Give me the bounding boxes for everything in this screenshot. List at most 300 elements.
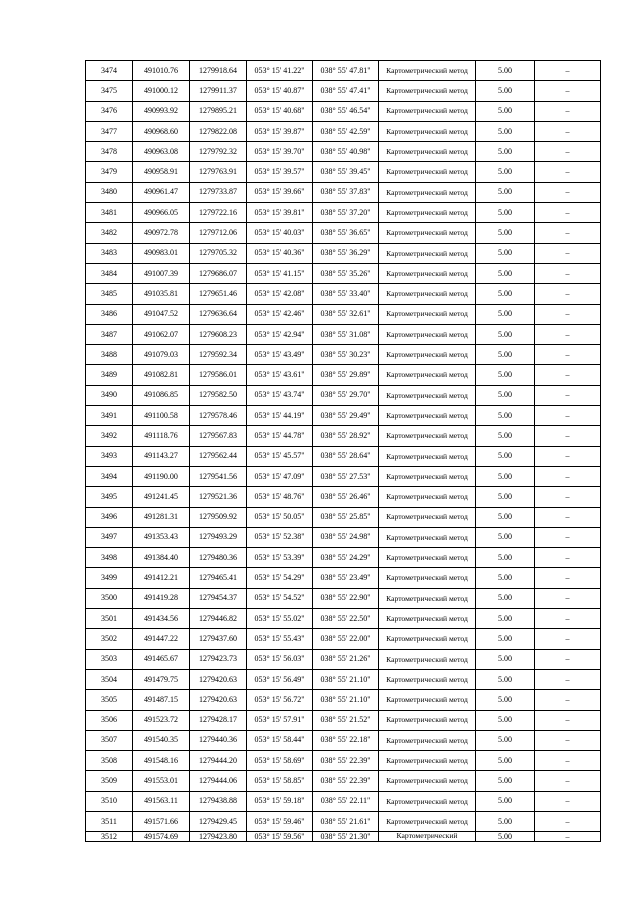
table-row: [86, 304, 601, 324]
coord-y-cell: 1279437.60: [190, 629, 247, 649]
point-number-cell: 3498: [86, 548, 133, 568]
latitude-cell: 053° 15' 58.44": [247, 730, 313, 750]
latitude-cell: 053° 15' 58.85": [247, 771, 313, 791]
method-cell: Картометрический метод: [379, 365, 476, 385]
coordinates-table: [85, 60, 601, 842]
method-cell: Картометрический метод: [379, 507, 476, 527]
longitude-cell: 038° 55' 42.59": [313, 121, 379, 141]
coord-x-cell: 490993.92: [133, 101, 190, 121]
point-number-cell: 3512: [86, 832, 133, 842]
longitude-cell: 038° 55' 22.11": [313, 791, 379, 811]
accuracy-cell: 5.00: [476, 385, 535, 405]
coord-y-cell: 1279423.73: [190, 649, 247, 669]
coord-y-cell: 1279444.06: [190, 771, 247, 791]
note-cell: –: [535, 791, 601, 811]
note-cell: –: [535, 324, 601, 344]
latitude-cell: 053° 15' 39.81": [247, 203, 313, 223]
method-cell: Картометрический метод: [379, 771, 476, 791]
latitude-cell: 053° 15' 59.56": [247, 832, 313, 842]
accuracy-cell: 5.00: [476, 690, 535, 710]
longitude-cell: 038° 55' 26.46": [313, 487, 379, 507]
coord-y-cell: 1279578.46: [190, 406, 247, 426]
method-cell: Картометрический метод: [379, 811, 476, 831]
method-cell: Картометрический: [379, 832, 476, 842]
table-row: [86, 121, 601, 141]
point-number-cell: 3499: [86, 568, 133, 588]
coord-y-cell: 1279420.63: [190, 669, 247, 689]
method-cell: Картометрический метод: [379, 263, 476, 283]
coord-y-cell: 1279438.88: [190, 791, 247, 811]
longitude-cell: 038° 55' 29.49": [313, 406, 379, 426]
note-cell: –: [535, 101, 601, 121]
table-row: [86, 345, 601, 365]
latitude-cell: 053° 15' 45.57": [247, 446, 313, 466]
table-row: [86, 710, 601, 730]
coord-x-cell: 491384.40: [133, 548, 190, 568]
longitude-cell: 038° 55' 33.40": [313, 284, 379, 304]
method-cell: Картометрический метод: [379, 162, 476, 182]
point-number-cell: 3476: [86, 101, 133, 121]
coord-y-cell: 1279636.64: [190, 304, 247, 324]
latitude-cell: 053° 15' 59.18": [247, 791, 313, 811]
latitude-cell: 053° 15' 59.46": [247, 811, 313, 831]
coord-x-cell: 491000.12: [133, 81, 190, 101]
accuracy-cell: 5.00: [476, 365, 535, 385]
method-cell: Картометрический метод: [379, 61, 476, 81]
longitude-cell: 038° 55' 47.81": [313, 61, 379, 81]
latitude-cell: 053° 15' 40.03": [247, 223, 313, 243]
coord-x-cell: 491523.72: [133, 710, 190, 730]
accuracy-cell: 5.00: [476, 811, 535, 831]
table-row: [86, 751, 601, 771]
latitude-cell: 053° 15' 57.91": [247, 710, 313, 730]
latitude-cell: 053° 15' 42.08": [247, 284, 313, 304]
latitude-cell: 053° 15' 43.74": [247, 385, 313, 405]
method-cell: Картометрический метод: [379, 791, 476, 811]
coord-y-cell: 1279733.87: [190, 182, 247, 202]
longitude-cell: 038° 55' 31.08": [313, 324, 379, 344]
point-number-cell: 3504: [86, 669, 133, 689]
note-cell: –: [535, 588, 601, 608]
point-number-cell: 3488: [86, 345, 133, 365]
longitude-cell: 038° 55' 40.98": [313, 142, 379, 162]
table-row: [86, 61, 601, 81]
table-row: [86, 81, 601, 101]
accuracy-cell: 5.00: [476, 832, 535, 842]
longitude-cell: 038° 55' 22.90": [313, 588, 379, 608]
accuracy-cell: 5.00: [476, 223, 535, 243]
longitude-cell: 038° 55' 35.26": [313, 263, 379, 283]
point-number-cell: 3496: [86, 507, 133, 527]
coord-y-cell: 1279493.29: [190, 527, 247, 547]
point-number-cell: 3482: [86, 223, 133, 243]
longitude-cell: 038° 55' 25.85": [313, 507, 379, 527]
coord-y-cell: 1279792.32: [190, 142, 247, 162]
point-number-cell: 3487: [86, 324, 133, 344]
note-cell: –: [535, 142, 601, 162]
coord-x-cell: 491571.66: [133, 811, 190, 831]
table-row: [86, 466, 601, 486]
accuracy-cell: 5.00: [476, 568, 535, 588]
longitude-cell: 038° 55' 27.53": [313, 466, 379, 486]
coord-x-cell: 491412.21: [133, 568, 190, 588]
latitude-cell: 053° 15' 43.61": [247, 365, 313, 385]
coord-y-cell: 1279440.36: [190, 730, 247, 750]
accuracy-cell: 5.00: [476, 751, 535, 771]
latitude-cell: 053° 15' 39.70": [247, 142, 313, 162]
table-row: [86, 771, 601, 791]
coord-y-cell: 1279480.36: [190, 548, 247, 568]
table-row: [86, 101, 601, 121]
method-cell: Картометрический метод: [379, 548, 476, 568]
note-cell: –: [535, 548, 601, 568]
latitude-cell: 053° 15' 55.02": [247, 609, 313, 629]
coord-x-cell: 491574.69: [133, 832, 190, 842]
point-number-cell: 3507: [86, 730, 133, 750]
note-cell: –: [535, 832, 601, 842]
latitude-cell: 053° 15' 50.05": [247, 507, 313, 527]
table-row: [86, 568, 601, 588]
table-row: [86, 162, 601, 182]
coord-y-cell: 1279428.17: [190, 710, 247, 730]
accuracy-cell: 5.00: [476, 669, 535, 689]
accuracy-cell: 5.00: [476, 710, 535, 730]
coord-y-cell: 1279586.01: [190, 365, 247, 385]
accuracy-cell: 5.00: [476, 588, 535, 608]
table-row: [86, 730, 601, 750]
coord-x-cell: 491079.03: [133, 345, 190, 365]
point-number-cell: 3502: [86, 629, 133, 649]
longitude-cell: 038° 55' 21.30": [313, 832, 379, 842]
coord-x-cell: 491010.76: [133, 61, 190, 81]
coord-y-cell: 1279567.83: [190, 426, 247, 446]
point-number-cell: 3491: [86, 406, 133, 426]
point-number-cell: 3501: [86, 609, 133, 629]
coord-y-cell: 1279444.20: [190, 751, 247, 771]
coord-x-cell: 491434.56: [133, 609, 190, 629]
method-cell: Картометрический метод: [379, 527, 476, 547]
table-row: [86, 791, 601, 811]
note-cell: –: [535, 507, 601, 527]
coord-x-cell: 491563.11: [133, 791, 190, 811]
method-cell: Картометрический метод: [379, 284, 476, 304]
coord-y-cell: 1279918.64: [190, 61, 247, 81]
coord-y-cell: 1279651.46: [190, 284, 247, 304]
method-cell: Картометрический метод: [379, 751, 476, 771]
coord-y-cell: 1279895.21: [190, 101, 247, 121]
note-cell: –: [535, 609, 601, 629]
coord-y-cell: 1279722.16: [190, 203, 247, 223]
table-row: [86, 588, 601, 608]
coord-y-cell: 1279911.37: [190, 81, 247, 101]
table-row: [86, 548, 601, 568]
latitude-cell: 053° 15' 40.68": [247, 101, 313, 121]
point-number-cell: 3500: [86, 588, 133, 608]
table-row: [86, 426, 601, 446]
method-cell: Картометрический метод: [379, 730, 476, 750]
coord-x-cell: 491118.76: [133, 426, 190, 446]
coord-y-cell: 1279686.07: [190, 263, 247, 283]
point-number-cell: 3475: [86, 81, 133, 101]
accuracy-cell: 5.00: [476, 263, 535, 283]
note-cell: –: [535, 446, 601, 466]
point-number-cell: 3503: [86, 649, 133, 669]
point-number-cell: 3486: [86, 304, 133, 324]
accuracy-cell: 5.00: [476, 284, 535, 304]
accuracy-cell: 5.00: [476, 243, 535, 263]
longitude-cell: 038° 55' 22.00": [313, 629, 379, 649]
latitude-cell: 053° 15' 41.22": [247, 61, 313, 81]
point-number-cell: 3477: [86, 121, 133, 141]
accuracy-cell: 5.00: [476, 324, 535, 344]
table-row: [86, 365, 601, 385]
table-row: [86, 142, 601, 162]
method-cell: Картометрический метод: [379, 568, 476, 588]
note-cell: –: [535, 811, 601, 831]
longitude-cell: 038° 55' 21.61": [313, 811, 379, 831]
note-cell: –: [535, 466, 601, 486]
point-number-cell: 3508: [86, 751, 133, 771]
coord-y-cell: 1279423.80: [190, 832, 247, 842]
latitude-cell: 053° 15' 42.46": [247, 304, 313, 324]
longitude-cell: 038° 55' 29.70": [313, 385, 379, 405]
method-cell: Картометрический метод: [379, 446, 476, 466]
longitude-cell: 038° 55' 24.29": [313, 548, 379, 568]
coord-x-cell: 491419.28: [133, 588, 190, 608]
coord-y-cell: 1279521.36: [190, 487, 247, 507]
longitude-cell: 038° 55' 22.18": [313, 730, 379, 750]
longitude-cell: 038° 55' 32.61": [313, 304, 379, 324]
table-row: [86, 669, 601, 689]
coord-x-cell: 491190.00: [133, 466, 190, 486]
note-cell: –: [535, 61, 601, 81]
accuracy-cell: 5.00: [476, 345, 535, 365]
accuracy-cell: 5.00: [476, 182, 535, 202]
coord-x-cell: 491479.75: [133, 669, 190, 689]
method-cell: Картометрический метод: [379, 609, 476, 629]
coord-y-cell: 1279420.63: [190, 690, 247, 710]
latitude-cell: 053° 15' 52.38": [247, 527, 313, 547]
latitude-cell: 053° 15' 44.78": [247, 426, 313, 446]
longitude-cell: 038° 55' 28.92": [313, 426, 379, 446]
note-cell: –: [535, 771, 601, 791]
table-row: [86, 527, 601, 547]
note-cell: –: [535, 730, 601, 750]
method-cell: Картометрический метод: [379, 629, 476, 649]
method-cell: Картометрический метод: [379, 81, 476, 101]
coord-x-cell: 490958.91: [133, 162, 190, 182]
coord-x-cell: 491540.35: [133, 730, 190, 750]
point-number-cell: 3511: [86, 811, 133, 831]
longitude-cell: 038° 55' 21.10": [313, 690, 379, 710]
point-number-cell: 3492: [86, 426, 133, 446]
coord-x-cell: 491086.85: [133, 385, 190, 405]
table-row: [86, 243, 601, 263]
note-cell: –: [535, 284, 601, 304]
accuracy-cell: 5.00: [476, 203, 535, 223]
table-row: [86, 446, 601, 466]
latitude-cell: 053° 15' 41.15": [247, 263, 313, 283]
point-number-cell: 3497: [86, 527, 133, 547]
point-number-cell: 3489: [86, 365, 133, 385]
coord-y-cell: 1279608.23: [190, 324, 247, 344]
point-number-cell: 3493: [86, 446, 133, 466]
latitude-cell: 053° 15' 53.39": [247, 548, 313, 568]
coord-x-cell: 491553.01: [133, 771, 190, 791]
accuracy-cell: 5.00: [476, 142, 535, 162]
latitude-cell: 053° 15' 54.29": [247, 568, 313, 588]
coord-x-cell: 491143.27: [133, 446, 190, 466]
latitude-cell: 053° 15' 39.66": [247, 182, 313, 202]
note-cell: –: [535, 81, 601, 101]
point-number-cell: 3484: [86, 263, 133, 283]
coord-y-cell: 1279465.41: [190, 568, 247, 588]
longitude-cell: 038° 55' 22.39": [313, 771, 379, 791]
method-cell: Картометрический метод: [379, 710, 476, 730]
note-cell: –: [535, 345, 601, 365]
coord-x-cell: 491281.31: [133, 507, 190, 527]
method-cell: Картометрический метод: [379, 345, 476, 365]
note-cell: –: [535, 649, 601, 669]
longitude-cell: 038° 55' 37.20": [313, 203, 379, 223]
method-cell: Картометрический метод: [379, 243, 476, 263]
coord-x-cell: 491353.43: [133, 527, 190, 547]
table-row: [86, 649, 601, 669]
accuracy-cell: 5.00: [476, 81, 535, 101]
coord-x-cell: 491487.15: [133, 690, 190, 710]
accuracy-cell: 5.00: [476, 304, 535, 324]
point-number-cell: 3495: [86, 487, 133, 507]
point-number-cell: 3490: [86, 385, 133, 405]
longitude-cell: 038° 55' 39.45": [313, 162, 379, 182]
table-row: [86, 832, 601, 842]
coord-x-cell: 490983.01: [133, 243, 190, 263]
note-cell: –: [535, 203, 601, 223]
coord-y-cell: 1279822.08: [190, 121, 247, 141]
coord-x-cell: 491047.52: [133, 304, 190, 324]
note-cell: –: [535, 669, 601, 689]
note-cell: –: [535, 751, 601, 771]
accuracy-cell: 5.00: [476, 629, 535, 649]
note-cell: –: [535, 365, 601, 385]
coordinates-table-body: [86, 61, 601, 842]
latitude-cell: 053° 15' 55.43": [247, 629, 313, 649]
coord-y-cell: 1279582.50: [190, 385, 247, 405]
table-row: [86, 811, 601, 831]
accuracy-cell: 5.00: [476, 548, 535, 568]
coord-x-cell: 490966.05: [133, 203, 190, 223]
method-cell: Картометрический метод: [379, 406, 476, 426]
method-cell: Картометрический метод: [379, 588, 476, 608]
longitude-cell: 038° 55' 30.23": [313, 345, 379, 365]
point-number-cell: 3474: [86, 61, 133, 81]
coord-y-cell: 1279592.34: [190, 345, 247, 365]
accuracy-cell: 5.00: [476, 406, 535, 426]
table-row: [86, 324, 601, 344]
method-cell: Картометрический метод: [379, 324, 476, 344]
coord-x-cell: 491035.81: [133, 284, 190, 304]
accuracy-cell: 5.00: [476, 121, 535, 141]
table-row: [86, 487, 601, 507]
coord-y-cell: 1279763.91: [190, 162, 247, 182]
table-row: [86, 690, 601, 710]
method-cell: Картометрический метод: [379, 121, 476, 141]
method-cell: Картометрический метод: [379, 466, 476, 486]
longitude-cell: 038° 55' 22.39": [313, 751, 379, 771]
note-cell: –: [535, 629, 601, 649]
method-cell: Картометрический метод: [379, 182, 476, 202]
point-number-cell: 3480: [86, 182, 133, 202]
coord-x-cell: 491007.39: [133, 263, 190, 283]
point-number-cell: 3479: [86, 162, 133, 182]
note-cell: –: [535, 162, 601, 182]
latitude-cell: 053° 15' 39.57": [247, 162, 313, 182]
accuracy-cell: 5.00: [476, 771, 535, 791]
coord-x-cell: 491082.81: [133, 365, 190, 385]
accuracy-cell: 5.00: [476, 609, 535, 629]
table-row: [86, 203, 601, 223]
coord-x-cell: 490972.78: [133, 223, 190, 243]
note-cell: –: [535, 304, 601, 324]
coord-y-cell: 1279705.32: [190, 243, 247, 263]
accuracy-cell: 5.00: [476, 487, 535, 507]
point-number-cell: 3505: [86, 690, 133, 710]
latitude-cell: 053° 15' 44.19": [247, 406, 313, 426]
longitude-cell: 038° 55' 22.50": [313, 609, 379, 629]
coord-y-cell: 1279509.92: [190, 507, 247, 527]
latitude-cell: 053° 15' 56.03": [247, 649, 313, 669]
accuracy-cell: 5.00: [476, 791, 535, 811]
method-cell: Картометрический метод: [379, 101, 476, 121]
point-number-cell: 3509: [86, 771, 133, 791]
note-cell: –: [535, 263, 601, 283]
coord-x-cell: 491548.16: [133, 751, 190, 771]
table-row: [86, 263, 601, 283]
latitude-cell: 053° 15' 54.52": [247, 588, 313, 608]
note-cell: –: [535, 426, 601, 446]
note-cell: –: [535, 121, 601, 141]
coord-y-cell: 1279446.82: [190, 609, 247, 629]
accuracy-cell: 5.00: [476, 730, 535, 750]
accuracy-cell: 5.00: [476, 101, 535, 121]
point-number-cell: 3506: [86, 710, 133, 730]
note-cell: –: [535, 690, 601, 710]
table-row: [86, 406, 601, 426]
longitude-cell: 038° 55' 24.98": [313, 527, 379, 547]
coord-y-cell: 1279712.06: [190, 223, 247, 243]
note-cell: –: [535, 223, 601, 243]
latitude-cell: 053° 15' 56.49": [247, 669, 313, 689]
method-cell: Картометрический метод: [379, 487, 476, 507]
longitude-cell: 038° 55' 21.52": [313, 710, 379, 730]
note-cell: –: [535, 487, 601, 507]
table-row: [86, 284, 601, 304]
coord-x-cell: 491100.58: [133, 406, 190, 426]
method-cell: Картометрический метод: [379, 142, 476, 162]
longitude-cell: 038° 55' 46.54": [313, 101, 379, 121]
coord-x-cell: 490963.08: [133, 142, 190, 162]
latitude-cell: 053° 15' 42.94": [247, 324, 313, 344]
accuracy-cell: 5.00: [476, 162, 535, 182]
latitude-cell: 053° 15' 58.69": [247, 751, 313, 771]
table-row: [86, 629, 601, 649]
table-row: [86, 609, 601, 629]
longitude-cell: 038° 55' 37.83": [313, 182, 379, 202]
latitude-cell: 053° 15' 56.72": [247, 690, 313, 710]
accuracy-cell: 5.00: [476, 649, 535, 669]
latitude-cell: 053° 15' 43.49": [247, 345, 313, 365]
point-number-cell: 3510: [86, 791, 133, 811]
